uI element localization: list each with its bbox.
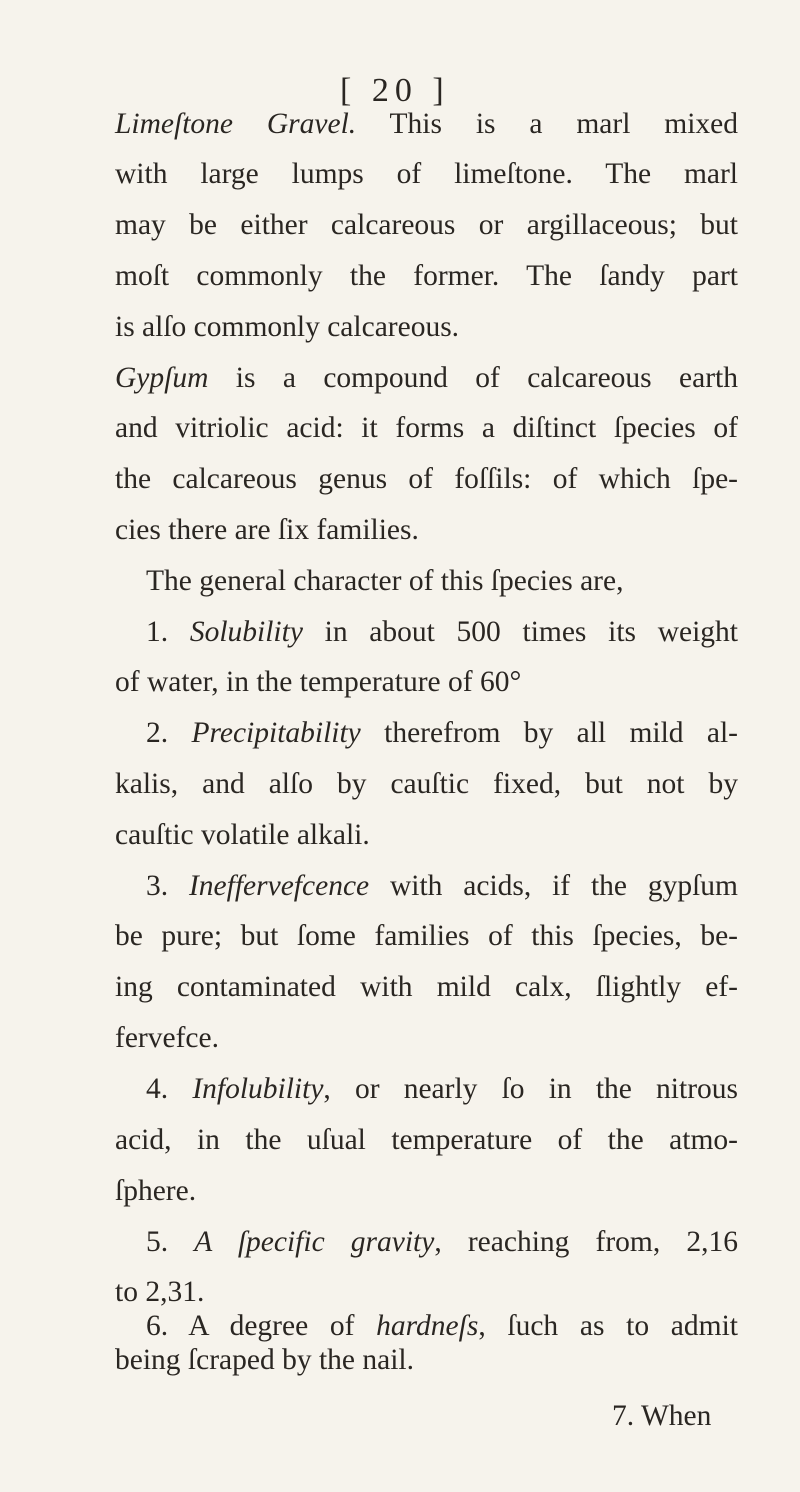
term-hardness: hardneſs	[376, 1310, 479, 1342]
text-line: and vitriolic acid: it forms a diſtinct ſpecies of	[115, 412, 738, 444]
text-line: of water, in the temperature of 60°	[115, 666, 522, 698]
text-line: kalis, and alſo by cauſtic fixed, but not by	[115, 768, 738, 800]
catchword: 7. When	[612, 1400, 712, 1432]
page-number-header: [ 20 ]	[340, 72, 450, 109]
list-item-6: 6. A degree of hardneſs, ſuch as to admit	[146, 1310, 738, 1342]
list-item-1: 1. Solubility in about 500 times its weight	[146, 616, 739, 648]
text-line: to 2,31.	[115, 1276, 205, 1308]
list-item-2: 2. Precipitability therefrom by all mild al-	[146, 717, 738, 749]
term-ineffervescence: Ineffervefcence	[188, 870, 370, 902]
text-line: The general character of this ſpecies are,	[146, 565, 624, 597]
term-limestone-gravel: Limeſtone Gravel.	[115, 108, 357, 140]
text-line: fervefce.	[115, 1022, 219, 1054]
text-line: Limeſtone Gravel. This is a marl mixed	[115, 108, 738, 140]
term-precipitability: Precipitability	[191, 717, 361, 749]
list-item-5: 5. A ſpecific gravity, reaching from, 2,16	[146, 1226, 738, 1258]
term-gypsum: Gypſum	[115, 362, 209, 394]
term-solubility: Solubility	[189, 616, 303, 648]
text-line: cies there are ſix families.	[115, 514, 419, 546]
text-line: Gypſum is a compound of calcareous earth	[115, 362, 738, 394]
text-line: cauſtic volatile alkali.	[115, 819, 370, 851]
list-item-3: 3. Ineffervefcence with acids, if the gypſum	[146, 870, 739, 902]
text-line: with large lumps of limeſtone. The marl	[115, 158, 738, 190]
text-line: ing contaminated with mild calx, ſlightly ef-	[115, 971, 738, 1003]
list-item-4: 4. Infolubility, or nearly ſo in the nitrous	[146, 1073, 738, 1105]
text-line: be pure; but ſome families of this ſpecies, be-	[115, 920, 738, 952]
text-line: acid, in the uſual temperature of the atmo-	[115, 1124, 738, 1156]
text-line: being ſcraped by the nail.	[115, 1344, 414, 1376]
text-line: is alſo commonly calcareous.	[115, 311, 460, 343]
text-line: the calcareous genus of foſſils: of which ſpe-	[115, 463, 738, 495]
term-specific-gravity: A ſpecific gravity	[194, 1226, 435, 1258]
text-line: ſphere.	[115, 1175, 197, 1207]
text-line: moſt commonly the former. The ſandy part	[115, 260, 738, 292]
text-line: may be either calcareous or argillaceous; but	[115, 209, 738, 241]
term-insolubility: Infolubility	[192, 1073, 324, 1105]
